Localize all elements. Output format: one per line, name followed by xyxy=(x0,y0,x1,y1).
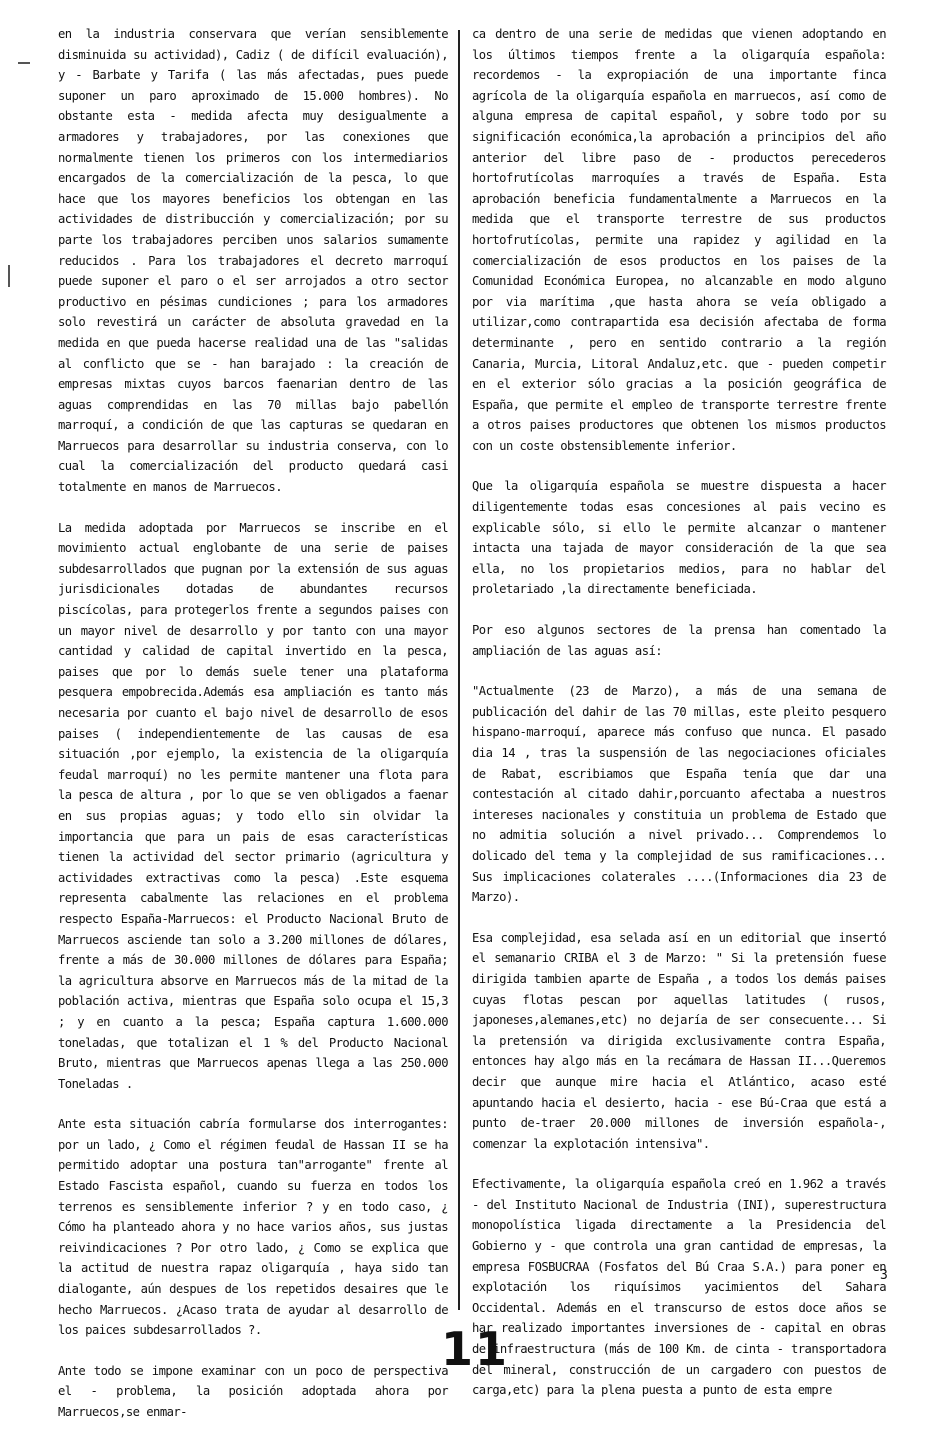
left-paragraph-3: Ante esta situación cabría formularse dos interrogantes: por un lado, ¿ Como el régimen feudal de Hassan II se ha permitido adoptar una postura tan"arrogante" frente al Estado Fascista español, cuando su fuerza en todos los terrenos es sensiblemente inferior ? y en todo caso, ¿ Cómo ha planteado ahora y no hace varios años, sus justas reivindicaciones ? Por otro lado, ¿ Como se explica que la actitud de nuestra rapaz oligarquía , haya sido tan dialogante, aún despues de los repetidos desaires que le hecho Marruecos. ¿Acaso trata de ayudar al desarrollo de los paices subdesarrollados ?. xyxy=(58,1117,448,1338)
left-paragraph-1: en la industria conservara que verían sensiblemente disminuida su actividad), Cadiz ( de difícil evaluación), y - Barbate y Tarifa ( las más afectadas, pues puede suponer un paro aproximado de 15.000 hombres). No obstante esta - medida afecta muy desigualmente a armadores y trabajadores, por las conexiones que normalmente tienen los primeros con los intermediarios encargados de la comercialización de la pesca, lo que hace que los mayores beneficios los obtengan en las actividades de distribucción y comercialización; por su parte los trabajadores perciben unos salarios sumamente reducidos . Para los trabajadores el decreto marroquí puede suponer el paro o el ser arrojados a otro sector productivo en pésimas cundiciones ; para los armadores solo revestirá un carácter de absoluta gravedad en la medida en que pueda hacerse realidad una de las "salidas al conflicto que se - han barajado : la creación de empresas mixtas cuyos barcos faenarian dentro de las aguas comprendidas en las 70 millas bajo pabellón marroquí, a condición de que las capturas se quedaran en Marruecos para desarrollar su industria conserva, con lo cual la comercialización del producto quedará casi totalmente en manos de Marruecos. xyxy=(58,27,448,495)
right-paragraph-5: Esa complejidad, esa selada así en un editorial que insertó el semanario CRIBA el 3 de Marzo: " Si la pretensión fuese dirigida tambien aparte de España , a todos los demás paises cuyas flotas pescan por aquellas latitudes ( rusos, japoneses,alemanes,etc) no dejaría de ser consecuente... Si la pretensión va dirigida exclusivamente contra España, entonces hay algo más en la recámara de Hassan II...Queremos decir que aunque mire hacia el Atlántico, acaso esté apuntando hacia el desierto, hacia - ese Bú-Craa que está a punto de-traer 20.000 millones de inversión española-, comenzar la explotación intensiva". xyxy=(472,930,886,1151)
left-paragraph-4: Ante todo se impone examinar con un poco de perspectiva el - problema, la posición adoptada ahora por Marruecos,se enmar- xyxy=(58,1363,448,1419)
right-paragraph-4: "Actualmente (23 de Marzo), a más de una semana de publicación del dahir de las 70 millas, este pleito pesquero hispano-marroquí, aparece más confuso que nunca. El pasado dia 14 , tras la suspensión de las negociaciones oficiales de Rabat, escribiamos que España tenía que dar una contestación al citado dahir,porcuanto afectaba a nuestros intereses nacionales y constituia un problema de Estado que no admitia solución a nivel privado... Comprendemos lo dolicado del tema y la complejidad de sus ramificaciones... Sus implicaciones colaterales ....(Informaciones dia 23 de Marzo). xyxy=(472,684,886,905)
right-paragraph-6: Efectivamente, la oligarquía española creó en 1.962 a través - del Instituto Nacional de Industria (INI), superestructura monopolística ligada directamente a la Presidencia del Gobierno y - que controla una gran cantidad de empresas, la empresa FOSBUCRAA (Fosfatos del Bú Craa S.A.) para poner en explotación los riquísimos yacimientos del Sahara Occidental. Además en el transcurso de estos doce años se har realizado importantes inversiones de - capital en obras de infraestructura (más de 100 Km. de cinta - transportadora del mineral, construcción de un cargadero con puestos de carga,etc) para la plena puesta a punto de esta empre xyxy=(472,1177,886,1398)
margin-mark-middle xyxy=(8,265,10,287)
side-number: 3 xyxy=(880,1268,888,1283)
right-paragraph-1: ca dentro de una serie de medidas que vienen adoptando en los últimos tiempos frente a la oligarquía española: recordemos - la expropiación de una importante finca agrícola de la oligarquía española en marruecos, así como de alguna empresa de capital español, y sobre todo por su significación económica,la aprobación a principios del año anterior del libre paso de - productos perecederos hortofrutícolas marroquíes a través de España. Esta aprobación beneficia fundamentalmente a Marruecos en la medida que el transporte terrestre de sus productos hortofrutícolas, permite una rapidez y agilidad en la comercialización de esos productos en los paises de la Comunidad Económica Europea, no alcanzable en modo alguno por via marítima ,que hasta ahora se veía obligado a utilizar,como contrapartida esa decisión afectaba de forma determinante , pero en sentido contrario a la región Canaria, Murcia, Litoral Andaluz,etc. que - pueden competir en el exterior sólo gracias a la posición geográfica de España, que permite el empleo de transporte terrestre frente a otros paises productores que obtenen los mismos productos con un coste obstensiblemente inferior. xyxy=(472,27,886,453)
page-number: 11 xyxy=(440,1322,509,1376)
left-column xyxy=(58,24,448,1443)
column-divider xyxy=(458,30,460,1310)
right-paragraph-3: Por eso algunos sectores de la prensa han comentado la ampliación de las aguas así: xyxy=(472,623,886,658)
right-paragraph-2: Que la oligarquía española se muestre dispuesta a hacer diligentemente todas esas concesiones al pais vecino es explicable sólo, si ello le permite alcanzar o mantener intacta una tajada de mayor consideración de la que sea ella, no los propietarios medios, para no hablar del proletariado ,la directamente beneficiada. xyxy=(472,479,886,597)
right-column xyxy=(472,24,886,1421)
left-paragraph-2: La medida adoptada por Marruecos se inscribe en el movimiento actual englobante de una serie de paises subdesarrollados que pugnan por la extensión de sus aguas jurisdicionales dotadas de abundantes recursos piscícolas, para protegerlos frente a segundos paises con un mayor nivel de desarrollo y por tanto con una mayor cantidad y calidad de capital invertido en la pesca, paises que por lo demás suele tener una plataforma pesquera empobrecida.Además esa ampliación es tanto más necesaria por cuanto el bajo nivel de desarrollo de esos paises ( independientemente de las causas de esa situación ,por ejemplo, la existencia de la oligarquía feudal marroquí) no les permite mantener una flota para la pesca de altura , por lo que se ven obligados a faenar en sus propias aguas; y todo ello sin olvidar la importancia que para un pais de esas características tienen la actividad del sector primario (agricultura y actividades extractivas como la pesca) .Este esquema representa cabalmente las relaciones en el problema respecto España-Marruecos: el Producto Nacional Bruto de Marruecos asciende tan solo a 3.200 millones de dólares, frente a más de 30.000 millones de dólares para España; la agricultura absorve en Marruecos más de la mitad de la población activa, mientras que España solo ocupa el 15,3 ; y en cuanto a la pesca; España captura 1.600.000 toneladas, que totalizan el 1 % del Producto Nacional Bruto, mientras que Marruecos apenas llega a las 250.000 Toneladas . xyxy=(58,520,448,1091)
margin-mark-top xyxy=(18,62,30,64)
